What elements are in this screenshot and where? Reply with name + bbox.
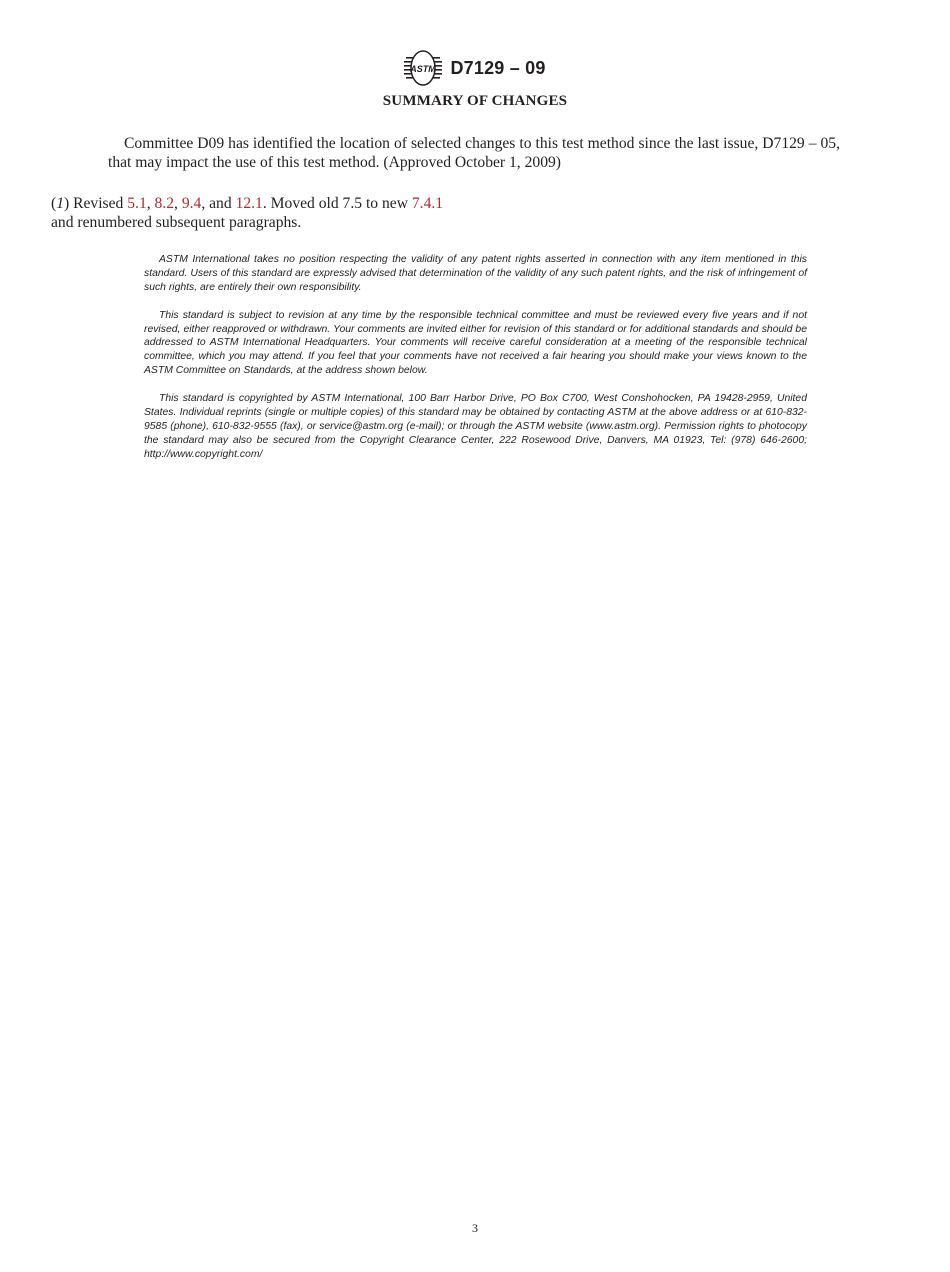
patent-notice: ASTM International takes no position respecting the validity of any patent rights asserted in connection with any item mentioned in this standard. Users of this standard are expressly advised that determination of the validity of any such patent rights, and the risk of infringement of such rights, are entirely their own responsibility. bbox=[144, 254, 807, 293]
legal-notices bbox=[144, 253, 807, 476]
and-text: and bbox=[209, 195, 232, 212]
summary-of-changes-heading: SUMMARY OF CHANGES bbox=[382, 93, 568, 109]
summary-intro-paragraph: Committee D09 has identified the location of selected changes to this test method since the last issue, D7129 – 05, that may impact the use of this test method. (Approved October 1, 2009) bbox=[108, 135, 840, 171]
astm-logo-text: ASTM bbox=[410, 64, 437, 74]
link-section-5-1[interactable]: 5.1 bbox=[127, 195, 147, 212]
link-section-9-4[interactable]: 9.4 bbox=[181, 195, 202, 212]
link-section-7-4-1[interactable]: 7.4.1 bbox=[411, 195, 444, 212]
change-item: (1) Revised 5.1, 8.2, 9.4, and 12.1. Moved old 7.5 to new 7.4.1 and renumbered subsequent paragraphs. bbox=[51, 195, 444, 231]
renumber-text: and renumbered subsequent paragraphs. bbox=[51, 213, 302, 231]
standard-designation: D7129 – 09 bbox=[450, 57, 546, 78]
copyright-notice: This standard is copyrighted by ASTM International, 100 Barr Harbor Drive, PO Box C700, West Conshohocken, PA 19428-2959, United States. Individual reprints (single or multiple copies) of this standard may be obtained by contacting ASTM at the above address or at 610-832-9585 (phone), 610-832-9555 (fax), or service@astm.org (e-mail); or through the ASTM website (www.astm.org). Permission rights to photocopy the standard may also be secured from the Copyright Clearance Center, 222 Rosewood Drive, Danvers, MA 01923, Tel: (978) 646-2600; http://www.copyright.com/ bbox=[144, 393, 807, 460]
revision-notice: This standard is subject to revision at any time by the responsible technical committee and must be reviewed every five years and if not revised, either reapproved or withdrawn. Your comments are invited either for revision of this standard or for additional standards and should be addressed to ASTM International Headquarters. Your comments will receive careful consideration at a meeting of the responsible technical committee, which you may attend. If you feel that your comments have not received a fair hearing you should make your views known to the ASTM Committee on Standards, at the address shown below. bbox=[144, 309, 807, 377]
page-number: 3 bbox=[472, 1221, 478, 1235]
document-header bbox=[0, 50, 950, 86]
astm-logo-icon bbox=[404, 50, 442, 86]
change-item-number: 1 bbox=[56, 195, 64, 212]
link-section-8-2[interactable]: 8.2 bbox=[154, 195, 175, 212]
link-section-12-1[interactable]: 12.1 bbox=[235, 195, 263, 212]
moved-text: Moved old 7.5 to new bbox=[270, 195, 408, 212]
revised-label: Revised bbox=[73, 195, 124, 212]
